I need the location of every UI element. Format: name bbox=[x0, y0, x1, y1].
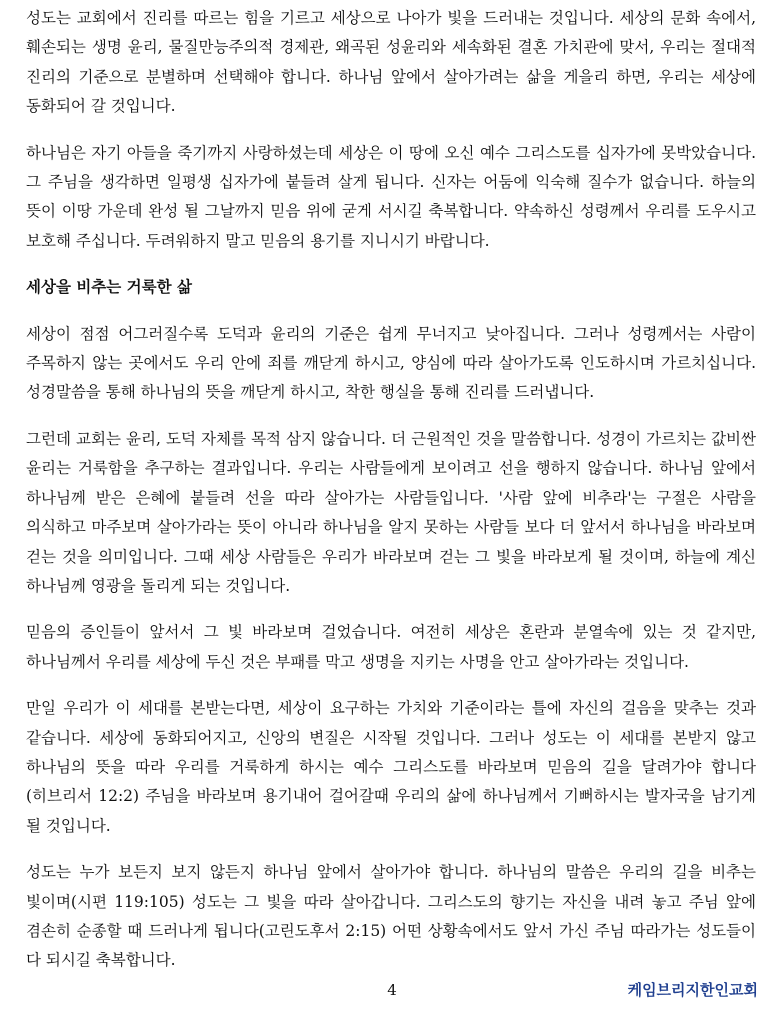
paragraph-culture: 성도는 교회에서 진리를 따르는 힘을 기르고 세상으로 나아가 빛을 드러내는 것입니다. 세상의 문화 속에서, 훼손되는 생명 윤리, 물질만능주의적 경제관, 왜곡된 성윤리와 세속화된 결혼 가치관에 맞서, 우리는 절대적 진리의 기준으로 분별하며 선택해야 합니다. 하나님 앞에서 살아가려는 삶을 게을리 하면, 우리는 세상에 동화되어 갈 것입니다. bbox=[26, 9, 756, 116]
paragraph-this-generation: 만일 우리가 이 세대를 본받는다면, 세상이 요구하는 가치와 기준이라는 틀에 자신의 걸음을 맞추는 것과 같습니다. 세상에 동화되어지고, 신앙의 변질은 시작될 것입니다. 그러나 성도는 이 세대를 본받지 않고 하나님의 뜻을 따라 우리를 거룩하게 하시는 예수 그리스도를 바라보며 믿음의 길을 달려가야 합니다 (히브리서 12:2) 주님을 바라보며 용기내어 걸어갈때 우리의 삶에 하나님께서 기뻐하시는 발자국을 남기게 될 것입니다. bbox=[26, 699, 756, 835]
page-footer bbox=[0, 975, 784, 1005]
paragraph-morality: 세상이 점점 어그러질수록 도덕과 윤리의 기준은 쉽게 무너지고 낮아집니다. 그러나 성령께서는 사람이 주목하지 않는 곳에서도 우리 안에 죄를 깨닫게 하시고, 양심에 따라 살아가도록 인도하시며 가르치십니다. 성경말씀을 통해 하나님의 뜻을 깨닫게 하시고, 착한 행실을 통해 진리를 드러냅니다. bbox=[26, 324, 756, 402]
document-page bbox=[26, 4, 756, 1024]
section-heading: 세상을 비추는 거룩한 삶 bbox=[26, 278, 192, 297]
church-name: 케임브리지한인교회 bbox=[627, 981, 758, 999]
paragraph-cross: 하나님은 자기 아들을 죽기까지 사랑하셨는데 세상은 이 땅에 오신 예수 그리스도를 십자가에 못박았습니다. 그 주님을 생각하면 일평생 십자가에 붙들려 살게 됩니다. 신자는 어둠에 익숙해 질수가 없습니다. 하늘의 뜻이 이땅 가운데 완성 될 그날까지 믿음 위에 굳게 서시길 축복합니다. 약속하신 성령께서 우리를 도우시고 보호해 주십니다. 두려워하지 말고 믿음의 용기를 지니시기 바랍니다. bbox=[26, 143, 756, 250]
paragraph-holiness: 그런데 교회는 윤리, 도덕 자체를 목적 삼지 않습니다. 더 근원적인 것을 말씀합니다. 성경이 가르치는 값비싼 윤리는 거룩함을 추구하는 결과입니다. 우리는 사람들에게 보이려고 선을 행하지 않습니다. 하나님 앞에서 하나님께 받은 은혜에 붙들려 선을 따라 살아가는 사람들입니다. '사람 앞에 비추라'는 구절은 사람을 의식하고 마주보며 살아가라는 뜻이 아니라 하나님을 알지 못하는 사람들 보다 더 앞서서 하나님을 바라보며 걷는 것을 의미입니다. 그때 세상 사람들은 우리가 바라보며 걷는 그 빛을 바라보게 될 것이며, 하늘에 계신 하나님께 영광을 돌리게 되는 것입니다. bbox=[26, 429, 756, 595]
paragraph-before-god: 성도는 누가 보든지 보지 않든지 하나님 앞에서 살아가야 합니다. 하나님의 말씀은 우리의 길을 비추는 빛이며(시편 119:105) 성도는 그 빛을 따라 살아갑니다. 그리스도의 향기는 자신을 내려 놓고 주님 앞에 겸손히 순종할 때 드러나게 됩니다(고린도후서 2:15) 어떤 상황속에서도 앞서 가신 주님 따라가는 성도들이 다 되시길 축복합니다. bbox=[26, 863, 756, 970]
paragraph-witnesses: 믿음의 증인들이 앞서서 그 빛 바라보며 걸었습니다. 여전히 세상은 혼란과 분열속에 있는 것 같지만, 하나님께서 우리를 세상에 두신 것은 부패를 막고 생명을 지키는 사명을 안고 살아가라는 것입니다. bbox=[26, 623, 756, 671]
page-number: 4 bbox=[387, 981, 397, 999]
